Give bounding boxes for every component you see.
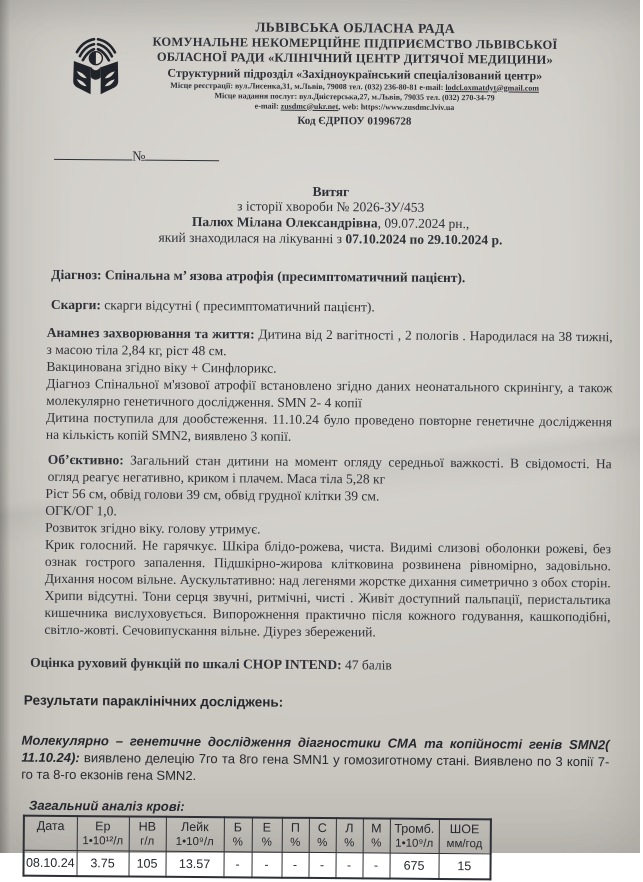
registration-text: Місце реєстрації: вул.Лисенка,31, м.Львів, 79008 тел. (032) 236-80-81 e-mail:	[170, 80, 446, 92]
molecular-paragraph	[21, 732, 609, 788]
chop-label: Оцінка руховий функцій по шкалі CHOP INTEND:	[30, 654, 342, 673]
cell-m: -	[362, 853, 389, 879]
col-shoe: ШОЕ мм/год	[439, 819, 491, 854]
document-number-line	[54, 145, 614, 167]
col-date: Дата	[24, 816, 77, 851]
cell-l: -	[335, 853, 362, 879]
col-leuk: Лейк 1•10⁹/л	[166, 817, 224, 852]
contact-web: https://www.zusdmc.lviv.ua	[360, 101, 455, 112]
document-body	[30, 266, 613, 675]
col-tromb: Тромб. 1•10⁹/л	[390, 819, 439, 854]
letterhead	[48, 12, 615, 130]
complaints-paragraph	[47, 296, 613, 317]
cell-e: -	[251, 852, 281, 878]
org-name-line3: ОБЛАСНОЇ РАДИ «КЛІНІЧНИЙ ЦЕНТР ДИТЯЧОЇ МЕДИЦИНИ»	[156, 49, 553, 67]
cell-date: 08.10.24	[23, 851, 76, 877]
development-line: Розвиток згідно віку. голову утримує.	[45, 520, 261, 537]
org-name-line2: КОМУНАЛЬНЕ НЕКОМЕРЦІЙНЕ ПІДПРИЄМСТВО ЛЬВІВСЬКОЇ	[152, 34, 558, 52]
cell-tromb: 675	[389, 853, 438, 879]
treatment-dates: 07.10.2024 по 29.10.2024 р.	[345, 230, 503, 247]
blood-analysis-table	[22, 815, 491, 881]
cell-er: 3.75	[76, 851, 128, 877]
extract-title: Витяг	[312, 183, 350, 199]
col-s: С %	[309, 818, 336, 853]
col-e: Е %	[252, 818, 282, 853]
extract-subtitle: з історії хвороби № 2026-ЗУ/453	[237, 198, 425, 216]
diagnosis-paragraph	[47, 266, 613, 287]
diagnosis-text: Спінальна м’ язова атрофія (пресимптоматичний пацієнт).	[101, 267, 466, 286]
contact-separator: , web:	[338, 101, 361, 111]
number-blank-right	[145, 146, 219, 161]
org-division: Структурний підрозділ «Західноукраїнський спеціалізований центр»	[167, 66, 543, 84]
vaccination-line: Вакцинована згідно віку + Синфлорикс.	[46, 359, 277, 376]
treatment-prefix: який знаходилася на лікуванні з	[158, 229, 346, 246]
col-b: Б %	[224, 817, 252, 852]
molecular-label: Молекулярно – генетичне дослідження діагностики СМА та копійності генів SMN2( 11.10.24):	[21, 732, 610, 766]
letterhead-text	[124, 12, 615, 129]
col-hb: НВ г/л	[129, 817, 166, 852]
patient-birthdate: , 09.07.2024 рн.,	[377, 215, 470, 232]
cell-leuk: 13.57	[165, 852, 223, 878]
org-name-line1: ЛЬВІВСЬКА ОБЛАСНА РАДА	[255, 19, 455, 37]
extract-title-block	[47, 181, 613, 248]
col-p: П %	[282, 818, 309, 853]
status-paragraph: Крик голосний. Не гарячкує. Шкіра блідо-рожева, чиста. Видимі слизові оболонки рожеві, без ознак гострого запалення. Підшкірно-жирова клітковина розвинена рівномірно, задовільно. Дихання носом вільне. Аускультативно: над легенями жорстке дихання симетрично з обох сторін. Хрипи відсутні. Тони серця звучні, ритмічні, чисті . Живіт доступний пальпації, перистальтика кишечника вислуховується. Випорожнення практично після кожного годування, кашкоподібні, світло-жовті. Сечовипускання вільне. Діурез збережений.	[44, 537, 612, 640]
org-services-line: Місце надання послуг: вул.Дністерська,27, м.Львів, 79035 тел. (032) 270-34-79	[214, 90, 495, 102]
cell-p: -	[281, 853, 308, 879]
numero-sign: №	[132, 149, 146, 165]
col-m: М %	[363, 819, 390, 854]
chop-intend-line	[30, 654, 610, 676]
objective-label: Об’єктивно:	[47, 452, 124, 468]
blood-table-header-row	[24, 816, 491, 854]
anamnesis-paragraph	[47, 324, 613, 362]
diagnosis-basis-paragraph: Діагноз Спінальної м'язової атрофії встановлено згідно даних неонатального скринінгу, а також молекулярно генетичного дослідження. SMN 2- 4 копії	[46, 376, 613, 411]
anamnesis-label: Анамнез захворювання та життя:	[46, 325, 255, 342]
blood-table-caption: Загальний аналіз крові:	[28, 797, 185, 815]
molecular-text: виявлено делецію 7го та 8го гена SMN1 у гомозиготному стані. Виявлено по 3 копії 7-го та 8-го екзонів гена SMN2.	[21, 750, 610, 784]
cell-shoe: 15	[438, 854, 490, 880]
anamnesis-text: Дитина від 2 вагітності , 2 пологів . Народилася на 38 тижні, з масою тіла 2,84 кг, ріст 48 см.	[46, 326, 613, 359]
patient-name: Палюх Мілана Олександрівна	[191, 213, 378, 231]
blood-table-data-row	[23, 851, 490, 880]
complaints-label: Скарги:	[50, 297, 102, 313]
clinic-cube-logo-icon	[67, 34, 125, 96]
contact-email-label: e-mail:	[254, 101, 281, 111]
col-er: Ер 1•10¹²/л	[77, 816, 129, 851]
number-blank-left	[54, 145, 132, 160]
growth-line: Ріст 56 см, обвід голови 39 см, обвід грудної клітки 39 см.	[45, 486, 380, 504]
chop-value: 47 балів	[341, 657, 392, 673]
treatment-period-line	[47, 228, 613, 248]
org-edrpou: Код ЄДРПОУ 01996728	[297, 114, 412, 128]
col-l: Л %	[336, 818, 363, 853]
objective-paragraph	[46, 451, 612, 489]
cell-b: -	[223, 852, 251, 878]
registration-email: lodcl.oxmatdyt@gmail.com	[445, 82, 540, 93]
complaints-text: скарги відсутні ( пресимптоматичний пацієнт).	[100, 297, 375, 315]
cell-hb: 105	[128, 851, 165, 877]
clinic-logo	[49, 12, 126, 102]
diagnosis-label: Діагноз:	[51, 267, 102, 283]
contact-email: zusdmc@ukr.net	[280, 101, 339, 111]
objective-text: Загальний стан дитини на момент огляду середньої важкості. В свідомості. На огляд реагує негативно, криком і плачем. Маса тіла 5,28 кг	[47, 452, 612, 487]
results-heading: Результати параклінічних досліджень:	[23, 692, 284, 710]
cell-s: -	[308, 853, 335, 879]
ogk-line: ОГК/ОГ 1,0.	[45, 503, 117, 519]
admission-paragraph: Дитина поступила для дообстеження. 11.10.24 було проведено повторне генетичне дослідження на кількість копій SMN2, виявлено 3 копії.	[45, 410, 613, 444]
